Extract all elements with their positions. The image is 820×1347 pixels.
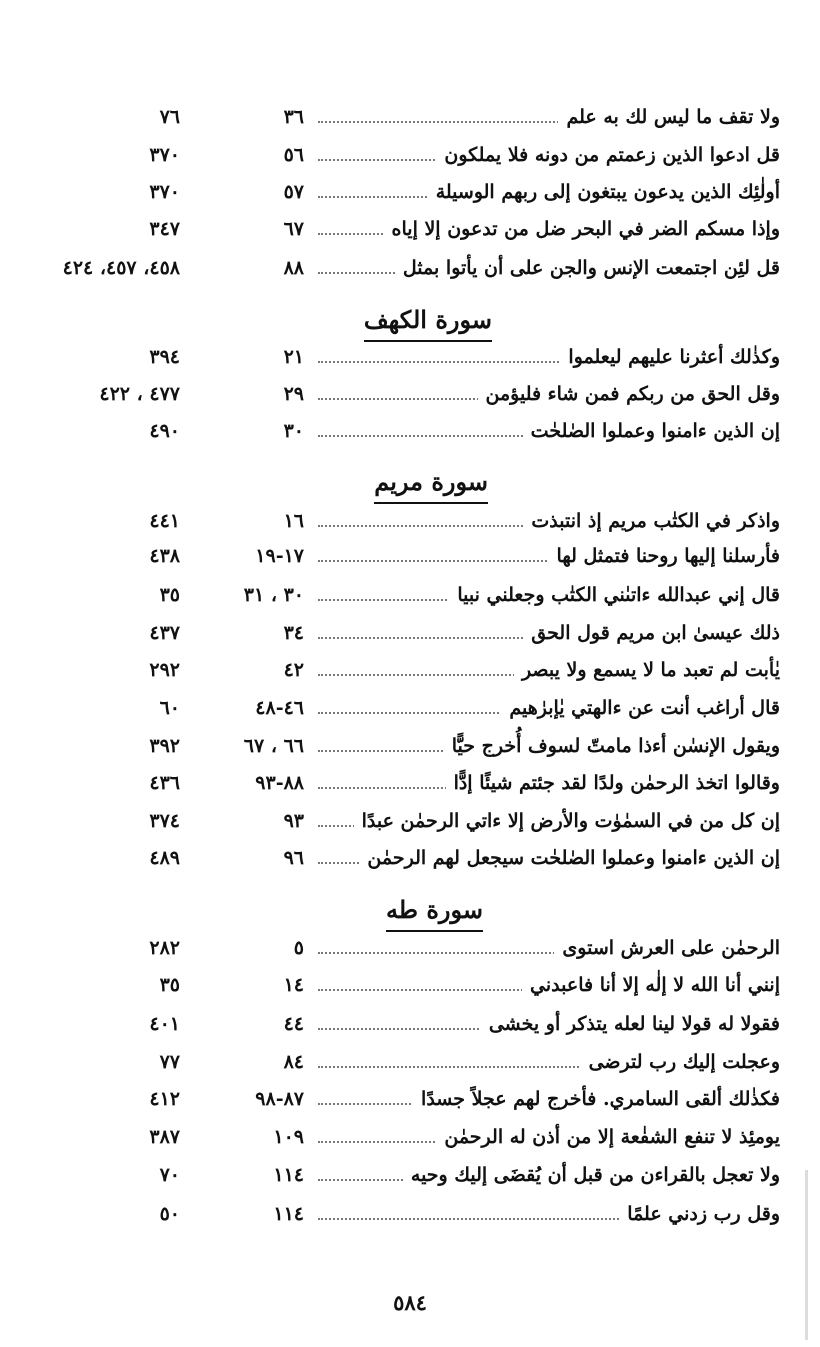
page-reference: ٤٧٧ ، ٤٢٢ — [99, 383, 180, 405]
page-reference: ٧٠ — [159, 1164, 180, 1186]
ayah-number: ١٤ — [283, 974, 304, 996]
verse-text: وعجلت إليك رب لترضى — [581, 1044, 780, 1080]
surah-heading: سورة طه — [386, 890, 483, 932]
index-row — [0, 1157, 820, 1193]
ayah-number: ٥ — [293, 937, 304, 959]
verse-text: أولٰئِك الذين يدعون يبتغون إلى ربهم الوسيلة — [428, 174, 780, 210]
page-reference: ٣٩٤ — [149, 346, 180, 368]
ayah-number: ٤٦-٤٨ — [255, 697, 304, 719]
page-reference: ٣٥ — [159, 584, 180, 606]
ayah-number: ١١٤ — [273, 1164, 304, 1186]
index-row — [0, 503, 820, 539]
index-row — [0, 174, 820, 210]
index-row — [0, 538, 820, 574]
index-row — [0, 615, 820, 651]
page-reference: ٣٤٧ — [149, 218, 180, 240]
verse-text: قال إني عبدالله ءاتىٰني الكتٰب وجعلني نبيا — [449, 577, 780, 613]
ayah-number: ٨٨ — [283, 257, 304, 279]
ayah-number: ٢٩ — [283, 383, 304, 405]
ayah-number: ٥٧ — [283, 181, 304, 203]
ayah-number: ٨٤ — [283, 1051, 304, 1073]
page-reference: ٤١٢ — [149, 1088, 180, 1110]
scan-edge — [805, 1170, 808, 1340]
verse-text: وكذٰلك أعثرنا عليهم ليعلموا — [560, 339, 780, 375]
ayah-number: ١١٤ — [273, 1203, 304, 1225]
page-reference: ٣٥ — [159, 974, 180, 996]
index-row — [0, 1081, 820, 1117]
verse-text: ذلك عيسىٰ ابن مريم قول الحق — [523, 615, 780, 651]
verse-text: قال أراغب أنت عن ءالهتي يٰإبرٰهيم — [501, 690, 780, 726]
page-reference: ٣٩٢ — [149, 735, 180, 757]
ayah-number: ١٦ — [283, 510, 304, 532]
page-reference: ٢٩٢ — [149, 659, 180, 681]
ayah-number: ٥٦ — [283, 144, 304, 166]
verse-text: الرحمٰن على العرش استوى — [554, 930, 780, 966]
ayah-number: ٤٢ — [283, 659, 304, 681]
index-row — [0, 765, 820, 801]
ayah-number: ٦٦ ، ٦٧ — [243, 735, 304, 757]
index-row — [0, 652, 820, 688]
page-reference: ٤٠١ — [149, 1013, 180, 1035]
verse-text: وإذا مسكم الضر في البحر ضل من تدعون إلا إياه — [384, 211, 780, 247]
ayah-number: ٩٦ — [283, 847, 304, 869]
page-reference: ٧٦ — [159, 106, 180, 128]
page-reference: ٤٣٦ — [149, 772, 180, 794]
verse-text: يٰأبت لم تعبد ما لا يسمع ولا يبصر — [514, 652, 780, 688]
ayah-number: ٦٧ — [283, 218, 304, 240]
page-reference: ٤٨٩ — [149, 847, 180, 869]
ayah-number: ٤٤ — [283, 1013, 304, 1035]
page-reference: ٣٧٠ — [149, 181, 180, 203]
index-row — [0, 250, 820, 286]
verse-text: واذكر في الكتٰب مريم إذ انتبذت — [523, 503, 780, 539]
page-reference: ٣٨٧ — [149, 1126, 180, 1148]
verse-text: إن كل من في السمٰوٰت والأرض إلا ءاتي الرحمٰن عبدًا — [354, 803, 780, 839]
index-row — [0, 803, 820, 839]
index-row — [0, 1044, 820, 1080]
ayah-number: ٩٣ — [283, 810, 304, 832]
ayah-number: ١٧-١٩ — [255, 545, 304, 567]
page-reference: ٧٧ — [159, 1051, 180, 1073]
index-row — [0, 577, 820, 613]
verse-text: قل ادعوا الذين زعمتم من دونه فلا يملكون — [436, 137, 780, 173]
verse-text: وقل الحق من ربكم فمن شاء فليؤمن — [478, 376, 781, 412]
page-reference: ٤٣٨ — [149, 545, 180, 567]
verse-text: فقولا له قولا لينا لعله يتذكر أو يخشى — [481, 1006, 780, 1042]
verse-text: وقالوا اتخذ الرحمٰن ولدًا لقد جئتم شيئًا إدًّا — [446, 765, 780, 801]
index-row — [0, 1196, 820, 1232]
index-row — [0, 690, 820, 726]
ayah-number: ٨٨-٩٣ — [255, 772, 304, 794]
ayah-number: ١٠٩ — [273, 1126, 304, 1148]
verse-text: فأرسلنا إليها روحنا فتمثل لها — [549, 538, 780, 574]
index-row — [0, 1006, 820, 1042]
surah-heading: سورة الكهف — [364, 300, 492, 342]
page-number: ٥٨٤ — [393, 1290, 427, 1315]
page-reference: ٦٠ — [159, 697, 180, 719]
verse-text: وقل رب زدني علمًا — [619, 1196, 780, 1232]
ayah-number: ٣٦ — [283, 106, 304, 128]
verse-text: إن الذين ءامنوا وعملوا الصٰلحٰت سيجعل لهم الرحمٰن — [359, 840, 780, 876]
index-row — [0, 413, 820, 449]
index-row — [0, 728, 820, 764]
page-reference: ٢٨٢ — [149, 937, 180, 959]
verse-text: ولا تعجل بالقراءن من قبل أن يُقضَى إليك وحيه — [403, 1157, 780, 1193]
ayah-number: ٢١ — [283, 346, 304, 368]
verse-text: فكذٰلك ألقى السامري. فأخرج لهم عجلاً جسدًا — [413, 1081, 780, 1117]
ayah-number: ٨٧-٩٨ — [255, 1088, 304, 1110]
ayah-number: ٣٠ ، ٣١ — [243, 584, 304, 606]
index-row — [0, 376, 820, 412]
index-row — [0, 211, 820, 247]
verse-text: إن الذين ءامنوا وعملوا الصٰلحٰت — [523, 413, 780, 449]
index-row — [0, 967, 820, 1003]
index-row — [0, 99, 820, 135]
index-row — [0, 1119, 820, 1155]
index-row — [0, 840, 820, 876]
page-reference: ٣٧٠ — [149, 144, 180, 166]
page-reference: ٤٣٧ — [149, 622, 180, 644]
surah-heading: سورة مريم — [374, 462, 488, 504]
index-row — [0, 339, 820, 375]
index-row — [0, 137, 820, 173]
page-reference: ٤٤١ — [149, 510, 180, 532]
page-reference: ٤٥٨، ٤٥٧، ٤٢٤ — [62, 257, 180, 279]
ayah-number: ٣٤ — [283, 622, 304, 644]
verse-text: إنني أنا الله لا إلٰه إلا أنا فاعبدني — [522, 967, 780, 1003]
verse-text: ولا تقف ما ليس لك به علم — [558, 99, 780, 135]
verse-text: يومئِذ لا تنفع الشفٰعة إلا من أذن له الرحمٰن — [436, 1119, 780, 1155]
page-reference: ٣٧٤ — [149, 810, 180, 832]
page-reference: ٤٩٠ — [149, 420, 180, 442]
verse-text: ويقول الإنسٰن أءذا مامتّ لسوف أُخرج حيًّا — [444, 728, 780, 764]
ayah-number: ٣٠ — [283, 420, 304, 442]
index-row — [0, 930, 820, 966]
verse-text: قل لئِن اجتمعت الإنس والجن على أن يأتوا بمثل — [395, 250, 780, 286]
page-reference: ٥٠ — [159, 1203, 180, 1225]
